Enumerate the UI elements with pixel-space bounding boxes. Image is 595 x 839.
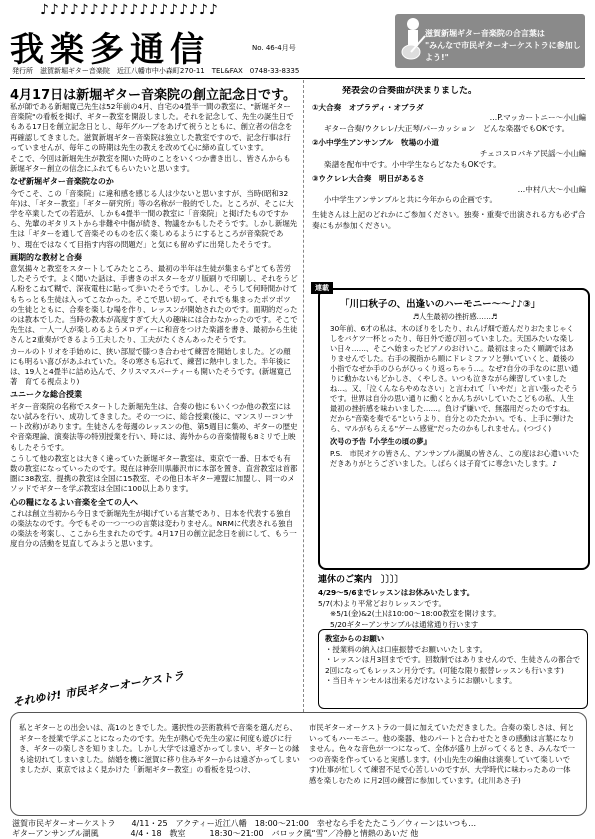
banner-slogan: 滋賀新堀ギター音楽院の合言葉は "みんなで市民ギターオーケストラに参加しよう!" bbox=[425, 29, 581, 62]
section-heading: 心の糧になるよい音楽を全ての人へ bbox=[10, 497, 138, 507]
newsletter-title: 我楽多通信 bbox=[10, 30, 210, 70]
lead-intro: 私が師である新堀寛己先生は52年前の4月、自宅の4畳半一間の教室に、"新堀ギター音楽院"の看板を掲げ、ギター教室を開設しました。それを記念して、先生の誕生日でもある17日を創立記念日とし、毎年グループをあげて祝うとともに、創立者の信念を再確認してきました。滋賀新堀ギター音楽院は独立した教室ですので、記念行事は行っていませんが、毎年この時期は先生の教えを改めて心に締め直しています。 bbox=[10, 102, 294, 152]
serial-ps: P.S. 市民オケの皆さん、アンサンブル湖風の皆さん、この度はお心遣いいただきありがとうございました。しばらくは子育てに専念いたします。♪ bbox=[330, 449, 580, 468]
program-item: ②小中学生アンサンブル 牧場の小道 bbox=[312, 138, 439, 148]
holiday-line: 5/20ギターアンサンブルは通常通り行います bbox=[330, 619, 479, 629]
essay-box bbox=[10, 712, 587, 816]
serial-text: 30年前、6才の私は、木のぼりをしたり、れんげ畑で遊んだりおたまじゃくしをバケツ一杯とったり、毎日外で遊び回っていました。天国みたいな楽しい日々……、そこへ始まったピアノのおけいこ。最初はまったく順調ではありませんでした。右手の親指から順にドレミファソと弾いていくと、最後の小指でなぜか手のひらがひっくり返っちゃう…。なぜ?自分の手なのに思い通りに動かないもどかしさ、くやしさ。いつも泣きながら練習していましたね…。又、「泣くんならやめなさい」と言われて「いやだ」と言い張ったそうです。世界は自分の思い通りに動くとかんちがいしていたこどもの私、人生最初の挫折感を味わいました……。負けず嫌いで、無器用だったのですね。だから"音楽を奏でる"というより、自分とのたたかい。でも、上手に弾けたら、マルがもらえる"ゲーム感覚"だったのかもしれません。(つづく) bbox=[330, 324, 579, 433]
holiday-notice bbox=[318, 588, 586, 630]
program-item: ③ウクレレ大合奏 明日があるさ bbox=[312, 174, 425, 184]
essay-left: 私とギターとの出会いは、高1のときでした。選択性の芸術教科で音楽を選んだら、ギターを授業で学ぶことになったのです。先生が熱心で先生の家に何度も遊びに行き、ギターの楽しさを知りました。しかし大学では遠ざかってしまい、ギターとの縁も途切れてしまいました。結婚を機に滋賀に移り住みギターからは遠ざかってしまいましたが、東京ではよく見かけた「新堀ギター教室」の看板を見つけ、 bbox=[19, 723, 300, 774]
program-note: ギター合奏/ウクレレ/大正琴/パーカッション どんな楽器でもOKです。 bbox=[324, 123, 570, 133]
schedule-row: 滋賀市民ギターオーケストラ 4/11・25 アクティー近江八幡 18:00～21:00 幸せなら手をたたこう／ウィーンはいつも… bbox=[12, 819, 477, 828]
serial-box bbox=[318, 288, 590, 570]
header-rule bbox=[10, 78, 585, 79]
serial-title: 「川口秋子の、出逢いのハーモニー～～♪♪③」 bbox=[340, 299, 541, 310]
section-text: これは創立当初から今日まで新堀先生が掲げている言葉であり、日本を代表する独自の楽法なのです。今でもその一つ一つの言葉は変わりません。NRMに代表される独自の楽法を考案し、ここから生まれたのです。4月17日の創立記念日を前にして、もう一度自分の活動を見直してみようと思います。 bbox=[10, 508, 297, 549]
issue-number: No. 46-4月号 bbox=[252, 44, 296, 52]
program-arranger: …中村八大～小山編 bbox=[517, 184, 586, 194]
holiday-line: ※5/1(金)&2(土)は10:00～18:00教室を開けます。 bbox=[330, 609, 501, 618]
section-text: 意気揚々と教室をスタートしてみたところ、最初の半年は生徒が集まらずとても苦労したそうです。よく聞いた話は、手書きのポスターをガリ版刷りで印刷し、それをうどん粉をこねて糊で、深夜電柱に貼って歩いたそうです。しかし、そうして何時間かけてもちっとも生徒は入ってこなかった。そこで思い切って、それでも集まったポツポツの生徒とともに、合奏を楽しむ場を作り、レッスンが開始されたのです。面期的だったのは教本でした。当時の教本が高度すぎて大人の趣味には合わなかったのです。そこで先生は、一人一人が楽しめるようメロディーに和音をつけた楽譜を書き、最初から生徒さんと2重奏ができるよう工夫したり、工夫がたくさんあったそうです。 bbox=[10, 264, 298, 345]
serial-body bbox=[330, 312, 580, 564]
essay-title: それゆけ! 市民ギターオーケストラ bbox=[11, 669, 185, 710]
program-item: ①大合奏 オブラディ・オブラダ bbox=[312, 102, 424, 112]
program-title: 発表会の合奏曲が決まりました。 bbox=[342, 86, 478, 96]
class-request-box bbox=[318, 629, 588, 709]
class-request-body bbox=[325, 634, 581, 687]
class-request-item: ・当日キャンセルは出来るだけないようにお願いします。 bbox=[325, 676, 517, 685]
section-text: カールのトリオを手始めに、狭い部屋で膝つき合わせて練習を開始しました。どの顔にも明るい喜びがあふれていた。冬の寒さも忘れて、練習に熱中しました。半年後には、19人と4畳半に詰め込んで、クリスマスパーティーも開いたそうです。(新堀寛己著 育てる視点より) bbox=[10, 346, 292, 387]
serial-subtitle: ♬人生最初の挫折感……♬ bbox=[412, 312, 498, 321]
serial-next: 次号の予告『小学生の頃の夢』 bbox=[330, 437, 431, 446]
publisher-info: 発行所 滋賀新堀ギター音楽院 近江八幡市中小森町270-11 TEL&FAX 0748-33-8335 bbox=[12, 67, 300, 75]
program-arranger: …P.マッカートニー～小山編 bbox=[489, 113, 586, 123]
program-arranger: チェコスロバキア民謡～小山編 bbox=[479, 148, 586, 158]
guitar-player-icon bbox=[399, 14, 427, 68]
class-request-title: 教室からのお願い bbox=[325, 634, 385, 643]
holiday-line: 5/7(木)より平常どおりレッスンです。 bbox=[318, 598, 446, 608]
section-heading: ユニークな総合授業 bbox=[10, 390, 82, 400]
program-note: 小中学生アンサンブルと共に今年からの企画です。 bbox=[324, 195, 498, 205]
lead-article bbox=[10, 102, 298, 709]
essay-right: 市民ギターオーケストラの一員に加えていただきました。合奏の楽しさは、何といってもハーモニー。他の楽器、他のパートと合わせたときの感動は言葉になりません。色々な音色が一つになって、全体が盛り上がってくるとき、みんなで一つの音楽を作っていると実感します。(小山先生の編曲は演奏していて楽しいです)仕事が忙しくて練習不足で心苦しいのですが、大学時代に味わったあの一体感を楽しむため に月2回の練習に参加しています。(北川あさ子) bbox=[309, 723, 576, 785]
lead-intro-2: そこで、今回は新堀先生が教室を開いた時のことをいくつか書き出し、皆さんからも新堀ギター創立の信念にふれてもらいたいと思います。 bbox=[10, 154, 291, 174]
schedule-row: ギターアンサンブル湖風 4/4・18 教室 18:30～21:00 バロック風“雪”／冷静と情熱のあいだ 他 bbox=[12, 829, 419, 838]
lead-title: 4月17日は新堀ギター音楽院の創立記念日です。 bbox=[10, 88, 296, 103]
program-section bbox=[312, 86, 586, 276]
banner bbox=[395, 14, 585, 68]
section-text: 今でこそ、この「音楽院」に違和感を感じる人は少ないと思いますが、当時(昭和32年)は、「ギター教室」「ギター研究所」等の名称が一般的でした。ところが、そこに大学を卒業したての若造が、しかも4畳半一間の教室に「音楽院」と掲げたものですから、先輩のギタリストから非難や中傷が続き、物議をかもしたそうです。しかし新堀先生は「ギターを通して音楽そのものを広く楽しめるようにするところが音楽院であり、現在ではなくて目指す内容の問題だ」と気にも留めずに出発したそうです。 bbox=[10, 188, 298, 249]
section-text: ギター音楽院の名称でスタートした新堀先生は、合奏の他にもいくつか他の教室にはない試みを行い、成功してきました。その一つに、総合授業(後に、マンスリーコンサート改称)があります。生徒さんを毎週のレッスンの他、第5週目に集め、ギターの歴史や音楽理論、演奏法等の特別授業を行い、時には、海外からの音楽情報も8ミリで上映もしたそうです。 bbox=[10, 401, 298, 452]
serial-tag: 連載 bbox=[311, 282, 333, 294]
column-divider bbox=[303, 80, 304, 712]
holiday-title: 連休のご案内 〕〕〕〕 bbox=[318, 575, 404, 585]
class-request-item: ・授業料の納入は口座振替でお願いいたします。 bbox=[325, 644, 488, 654]
music-notes: ♪♪♪♪♪♪♪♪♪♪♪♪♪♪♪♪♪♪ bbox=[40, 2, 219, 18]
program-note: 楽譜を配布中です。小中学生ならどなたもOKです。 bbox=[324, 159, 501, 169]
class-request-item: ・レッスンは月3回までです。回数制ではありませんので、生徒さんの都合で2回になってもレッスン月分です。(可能な限り振替レッスンも行います) bbox=[325, 655, 581, 675]
section-heading: 画期的な教材と合奏 bbox=[10, 252, 82, 262]
section-heading: なぜ新堀ギター音楽院なのか bbox=[10, 177, 114, 187]
section-text: こうして他の教室とは大きく違っていた新堀ギター教室は、東京で一番、日本でも有数の教室になっていったのです。現在は神奈川県藤沢市に本部を置き、直営教室は首都圏に38教室、提携の教室は全国に15教室、その他日本ギター連盟に加盟し、同一のメソッドでギターを学ぶ教室は全国に100以上あります。 bbox=[10, 453, 298, 494]
program-footer: 生徒さんは上記のどれかにご参加ください。独奏・重奏で出演される方も必ず合奏にもが参加ください。 bbox=[312, 209, 586, 230]
holiday-line: 4/29～5/6までレッスンはお休みいたします。 bbox=[318, 588, 475, 597]
